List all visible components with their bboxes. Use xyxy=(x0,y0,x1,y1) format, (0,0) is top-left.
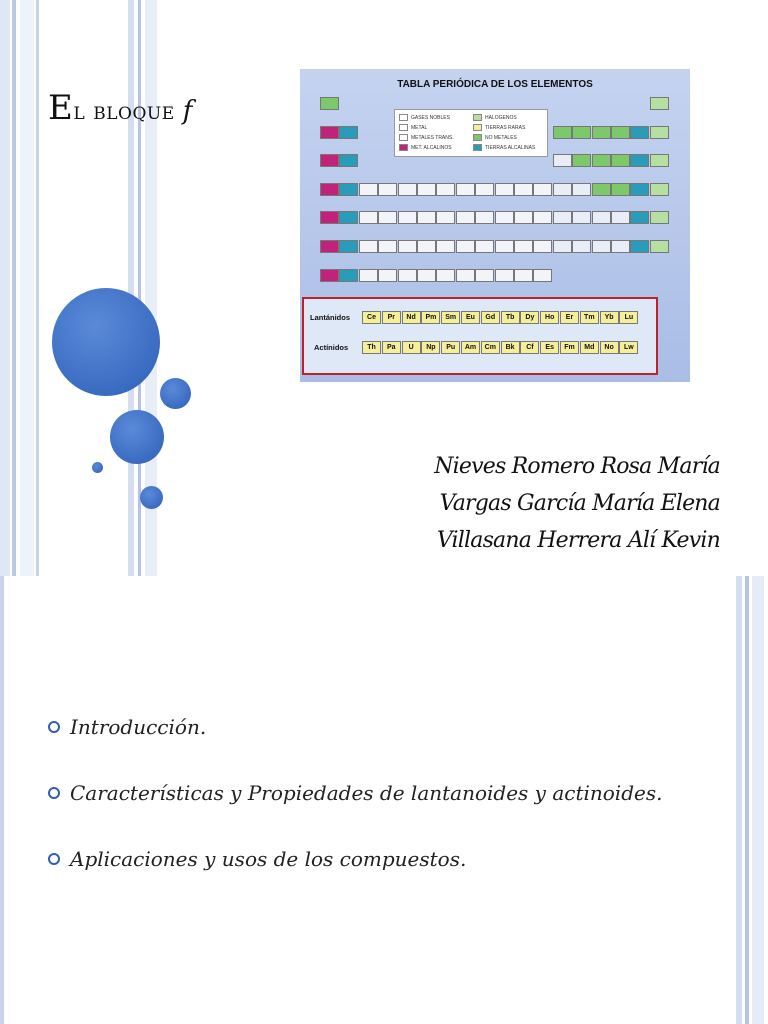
decorative-circle-small xyxy=(160,378,191,409)
bullet-icon xyxy=(48,787,60,799)
f-block-element: Cf xyxy=(520,341,539,354)
f-block-element: No xyxy=(600,341,619,354)
periodic-table-title: TABLA PERIÓDICA DE LOS ELEMENTOS xyxy=(397,79,593,90)
f-block-element: Pr xyxy=(382,311,401,324)
periodic-table-cell xyxy=(398,211,417,224)
periodic-table-cell xyxy=(611,240,630,253)
periodic-table-cell xyxy=(592,240,611,253)
bullet-item: Aplicaciones y usos de los compuestos. xyxy=(48,844,668,874)
periodic-table-cell xyxy=(417,240,436,253)
periodic-table-cell xyxy=(533,183,552,196)
f-block-element: Pa xyxy=(382,341,401,354)
periodic-table-cell xyxy=(611,211,630,224)
author-3: Villasana Herrera Alí Kevin xyxy=(436,528,720,553)
bullet-icon xyxy=(48,721,60,733)
periodic-table-cell xyxy=(495,269,514,282)
f-block-element: Er xyxy=(560,311,579,324)
decorative-circle-medium xyxy=(110,410,164,464)
f-block-element: Ce xyxy=(362,311,381,324)
f-block-element: Am xyxy=(461,341,480,354)
periodic-table-cell xyxy=(359,211,378,224)
periodic-table-cell xyxy=(553,154,572,167)
periodic-table-cell xyxy=(378,183,397,196)
f-block-element: Fm xyxy=(560,341,579,354)
periodic-table-cell xyxy=(630,240,649,253)
periodic-table-cell xyxy=(572,154,591,167)
f-block-element: Pu xyxy=(441,341,460,354)
periodic-table-cell xyxy=(650,211,669,224)
periodic-table-cell xyxy=(514,240,533,253)
periodic-table-cell xyxy=(495,240,514,253)
periodic-table-cell xyxy=(495,183,514,196)
periodic-table-cell xyxy=(398,269,417,282)
periodic-table-cell xyxy=(514,269,533,282)
decorative-circle-large xyxy=(52,288,160,396)
periodic-table-cell xyxy=(339,126,358,139)
periodic-table-cell xyxy=(611,154,630,167)
periodic-table-cell xyxy=(650,183,669,196)
periodic-table-cell xyxy=(378,269,397,282)
periodic-table-cell xyxy=(417,183,436,196)
periodic-table-cell xyxy=(320,183,339,196)
periodic-table-cell xyxy=(592,126,611,139)
periodic-table-cell xyxy=(320,126,339,139)
periodic-table-cell xyxy=(339,183,358,196)
f-block-element: Lw xyxy=(619,341,638,354)
right-stripe-1 xyxy=(736,576,742,1024)
periodic-table-cell xyxy=(417,269,436,282)
periodic-table-cell xyxy=(533,211,552,224)
lanthanides-label: Lantánidos xyxy=(310,313,351,322)
right-stripe-3 xyxy=(752,576,764,1024)
periodic-table-cell xyxy=(339,154,358,167)
f-block-element: Gd xyxy=(481,311,500,324)
periodic-table-cell xyxy=(650,154,669,167)
periodic-table-cell xyxy=(475,183,494,196)
periodic-table-cell xyxy=(339,211,358,224)
periodic-table-cell xyxy=(572,183,591,196)
periodic-table-legend: GASES NOBLES HALOGENOS METAL TIERRAS RARAS METALES TRANS. NO METALES MET. ALCALINOS TIERRAS ALCALINAS xyxy=(394,109,548,157)
periodic-table-cell xyxy=(378,211,397,224)
periodic-table-cell xyxy=(456,240,475,253)
left-stripe xyxy=(0,576,4,1024)
periodic-table-cell xyxy=(320,211,339,224)
periodic-table-image xyxy=(300,69,690,382)
decorative-stripes xyxy=(0,0,160,576)
decorative-circle-small-2 xyxy=(140,486,163,509)
f-block-element: Np xyxy=(421,341,440,354)
periodic-table-cell xyxy=(417,211,436,224)
f-block-element: Dy xyxy=(520,311,539,324)
periodic-table-cell xyxy=(436,240,455,253)
f-block-element: Yb xyxy=(600,311,619,324)
bullet-icon xyxy=(48,853,60,865)
f-block-element: Cm xyxy=(481,341,500,354)
periodic-table-cell xyxy=(630,154,649,167)
periodic-table-cell xyxy=(553,183,572,196)
f-block-element: Lu xyxy=(619,311,638,324)
periodic-table-cell xyxy=(592,154,611,167)
periodic-table-cell xyxy=(456,211,475,224)
f-block-element: Sm xyxy=(441,311,460,324)
f-block-element: Pm xyxy=(421,311,440,324)
periodic-table-cell xyxy=(495,211,514,224)
actinides-label: Actínidos xyxy=(314,343,349,352)
author-2: Vargas García María Elena xyxy=(439,491,720,516)
periodic-table-cell xyxy=(630,211,649,224)
periodic-table-cell xyxy=(553,240,572,253)
decorative-circle-tiny xyxy=(92,462,103,473)
periodic-table-cell xyxy=(514,183,533,196)
periodic-table-cell xyxy=(398,240,417,253)
bullet-item: Características y Propiedades de lantanoides y actinoides. xyxy=(48,778,668,808)
periodic-table-cell xyxy=(475,269,494,282)
periodic-table-cell xyxy=(630,183,649,196)
periodic-table-cell xyxy=(553,126,572,139)
periodic-table-cell xyxy=(611,183,630,196)
f-block-box xyxy=(302,297,658,375)
f-block-element: U xyxy=(402,341,421,354)
periodic-table-cell xyxy=(436,269,455,282)
bullet-item: Introducción. xyxy=(48,712,668,742)
periodic-table-cell xyxy=(436,183,455,196)
periodic-table-cell xyxy=(611,126,630,139)
f-block-element: Tm xyxy=(580,311,599,324)
bullet-list xyxy=(48,712,668,874)
f-block-element: Ho xyxy=(540,311,559,324)
slide-title: El bloque f xyxy=(48,88,193,128)
periodic-table-cell xyxy=(456,269,475,282)
periodic-table-cell xyxy=(475,211,494,224)
periodic-table-cell xyxy=(320,269,339,282)
periodic-table-cell xyxy=(339,269,358,282)
periodic-table-cell xyxy=(320,240,339,253)
periodic-table-cell xyxy=(359,269,378,282)
periodic-table-cell xyxy=(650,240,669,253)
periodic-table-cell xyxy=(514,211,533,224)
periodic-table-cell xyxy=(359,240,378,253)
periodic-table-cell xyxy=(475,240,494,253)
periodic-table-cell xyxy=(378,240,397,253)
f-block-element: Th xyxy=(362,341,381,354)
authors xyxy=(434,448,720,559)
periodic-table-cell xyxy=(572,240,591,253)
periodic-table-cell xyxy=(533,269,552,282)
periodic-table-cell xyxy=(650,126,669,139)
periodic-table-cell xyxy=(359,183,378,196)
author-1: Nieves Romero Rosa María xyxy=(434,454,720,479)
f-block-element: Nd xyxy=(402,311,421,324)
f-block-element: Tb xyxy=(501,311,520,324)
periodic-table-cell xyxy=(339,240,358,253)
periodic-table-cell xyxy=(572,211,591,224)
periodic-table-cell xyxy=(630,126,649,139)
periodic-table-cell xyxy=(436,211,455,224)
f-block-element: Eu xyxy=(461,311,480,324)
f-block-element: Bk xyxy=(501,341,520,354)
periodic-table-cell xyxy=(650,97,669,110)
f-block-element: Es xyxy=(540,341,559,354)
periodic-table-cell xyxy=(320,154,339,167)
periodic-table-cell xyxy=(592,211,611,224)
f-block-element: Md xyxy=(580,341,599,354)
periodic-table-cell xyxy=(456,183,475,196)
agenda-slide xyxy=(0,576,768,1024)
periodic-table-cell xyxy=(572,126,591,139)
periodic-table-cell xyxy=(533,240,552,253)
right-stripe-2 xyxy=(745,576,749,1024)
periodic-table-cell xyxy=(320,97,339,110)
periodic-table-cell xyxy=(592,183,611,196)
periodic-table-cell xyxy=(398,183,417,196)
periodic-table-cell xyxy=(553,211,572,224)
